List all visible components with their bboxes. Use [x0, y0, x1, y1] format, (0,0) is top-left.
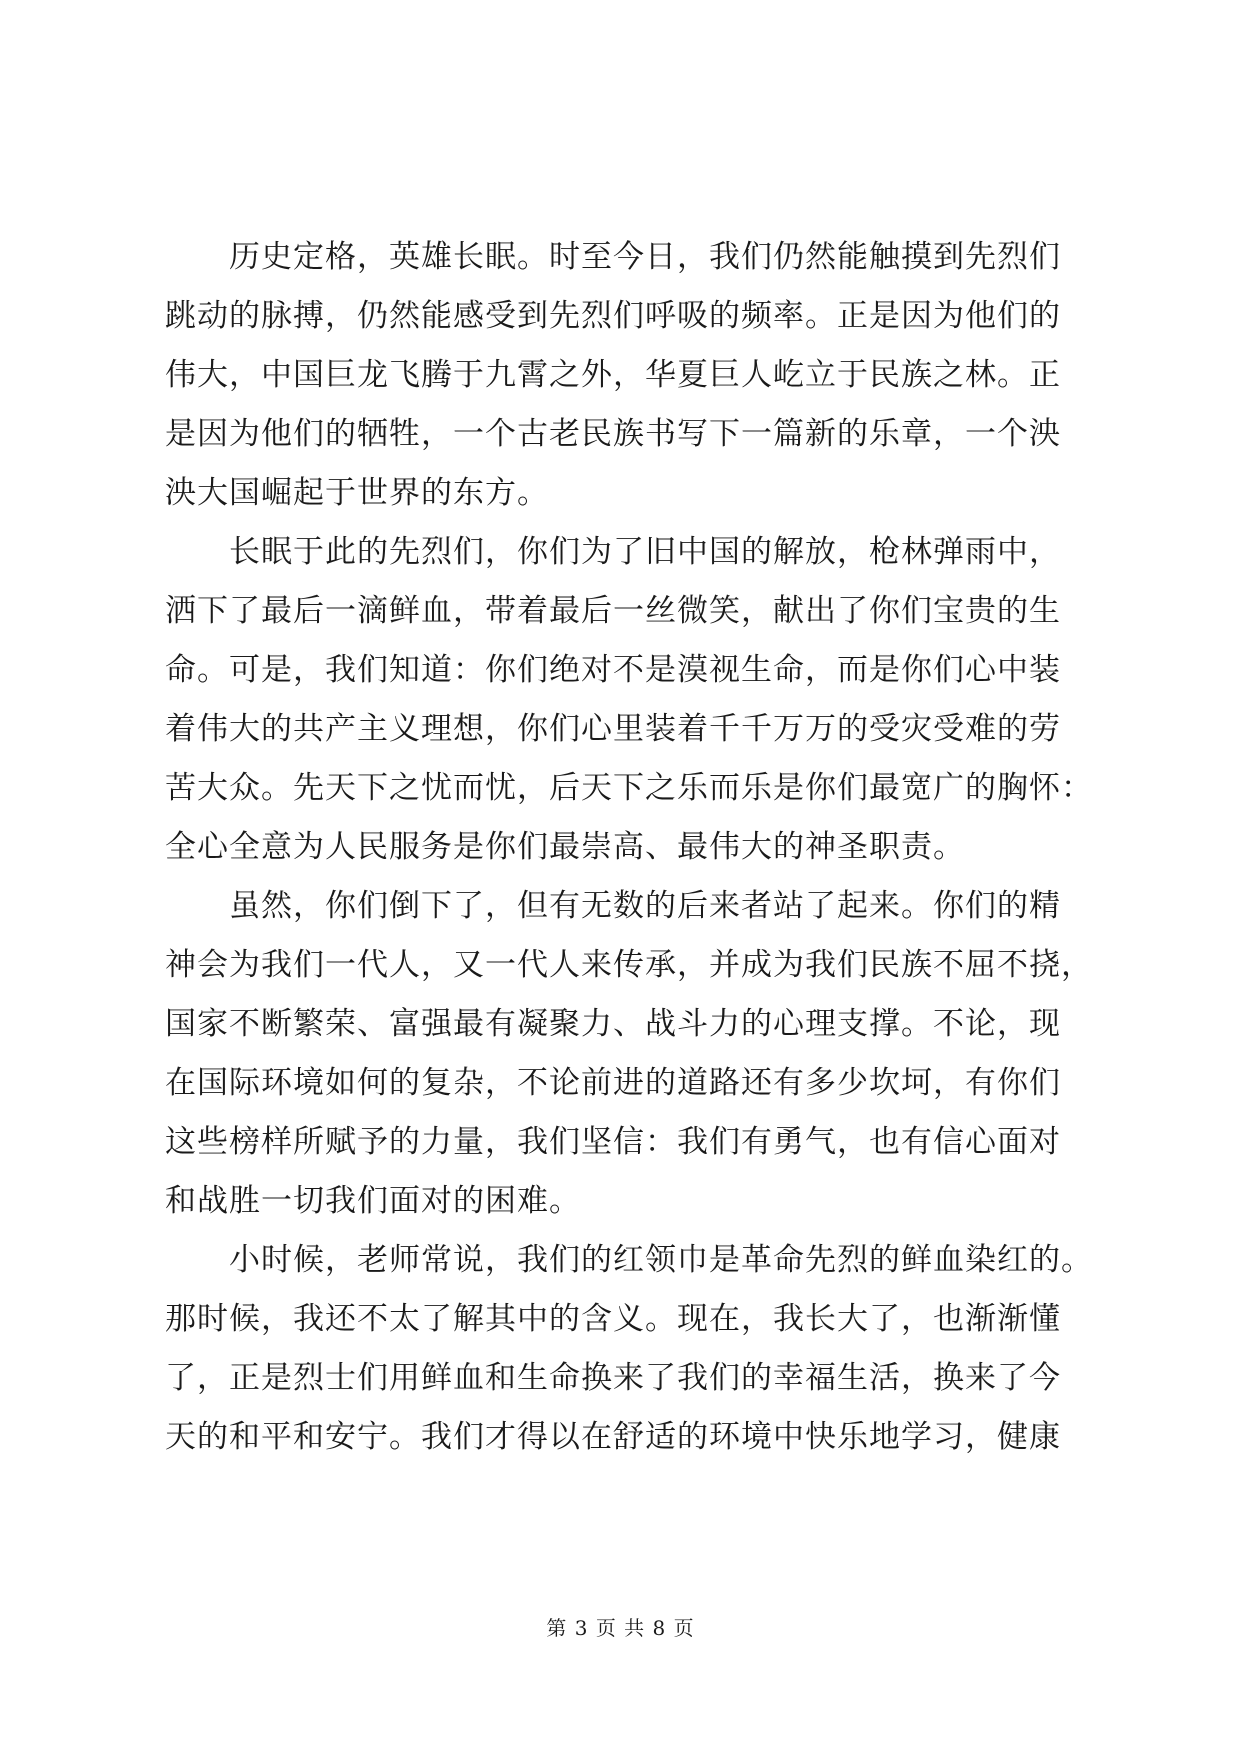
text-line: 和战胜一切我们面对的困难。 — [165, 1183, 581, 1219]
text-line: 伟大，中国巨龙飞腾于九霄之外，华夏巨人屹立于民族之林。正 — [165, 357, 1061, 393]
text-line: 虽然，你们倒下了，但有无数的后来者站了起来。你们的精 — [165, 888, 1061, 924]
text-line: 跳动的脉搏，仍然能感受到先烈们呼吸的频率。正是因为他们的 — [165, 298, 1061, 334]
text-line: 长眠于此的先烈们，你们为了旧中国的解放，枪林弹雨中， — [165, 534, 1061, 570]
text-line: 洒下了最后一滴鲜血，带着最后一丝微笑，献出了你们宝贵的生 — [165, 593, 1061, 629]
text-line: 天的和平和安宁。我们才得以在舒适的环境中快乐地学习，健康 — [165, 1419, 1061, 1455]
text-line: 神会为我们一代人，又一代人来传承，并成为我们民族不屈不挠， — [165, 947, 1093, 983]
text-line: 小时候，老师常说，我们的红领巾是革命先烈的鲜血染红的。 — [165, 1242, 1093, 1278]
text-line: 了，正是烈士们用鲜血和生命换来了我们的幸福生活，换来了今 — [165, 1360, 1061, 1396]
text-line: 命。可是，我们知道：你们绝对不是漠视生命，而是你们心中装 — [165, 652, 1061, 688]
text-line: 这些榜样所赋予的力量，我们坚信：我们有勇气，也有信心面对 — [165, 1124, 1061, 1160]
text-line: 着伟大的共产主义理想，你们心里装着千千万万的受灾受难的劳 — [165, 711, 1061, 747]
text-line: 历史定格，英雄长眠。时至今日，我们仍然能触摸到先烈们 — [165, 239, 1061, 275]
page-footer: 第 3 页 共 8 页 — [546, 1616, 695, 1640]
text-line: 泱大国崛起于世界的东方。 — [165, 475, 549, 511]
text-line: 那时候，我还不太了解其中的含义。现在，我长大了，也渐渐懂 — [165, 1301, 1061, 1337]
text-line: 是因为他们的牺牲，一个古老民族书写下一篇新的乐章，一个泱 — [165, 416, 1061, 452]
text-line: 苦大众。先天下之忧而忧，后天下之乐而乐是你们最宽广的胸怀： — [165, 770, 1093, 806]
body-text — [165, 228, 1093, 1467]
text-line: 在国际环境如何的复杂，不论前进的道路还有多少坎坷，有你们 — [165, 1065, 1061, 1101]
text-line: 全心全意为人民服务是你们最崇高、最伟大的神圣职责。 — [165, 829, 965, 865]
text-line: 国家不断繁荣、富强最有凝聚力、战斗力的心理支撑。不论，现 — [165, 1006, 1061, 1042]
